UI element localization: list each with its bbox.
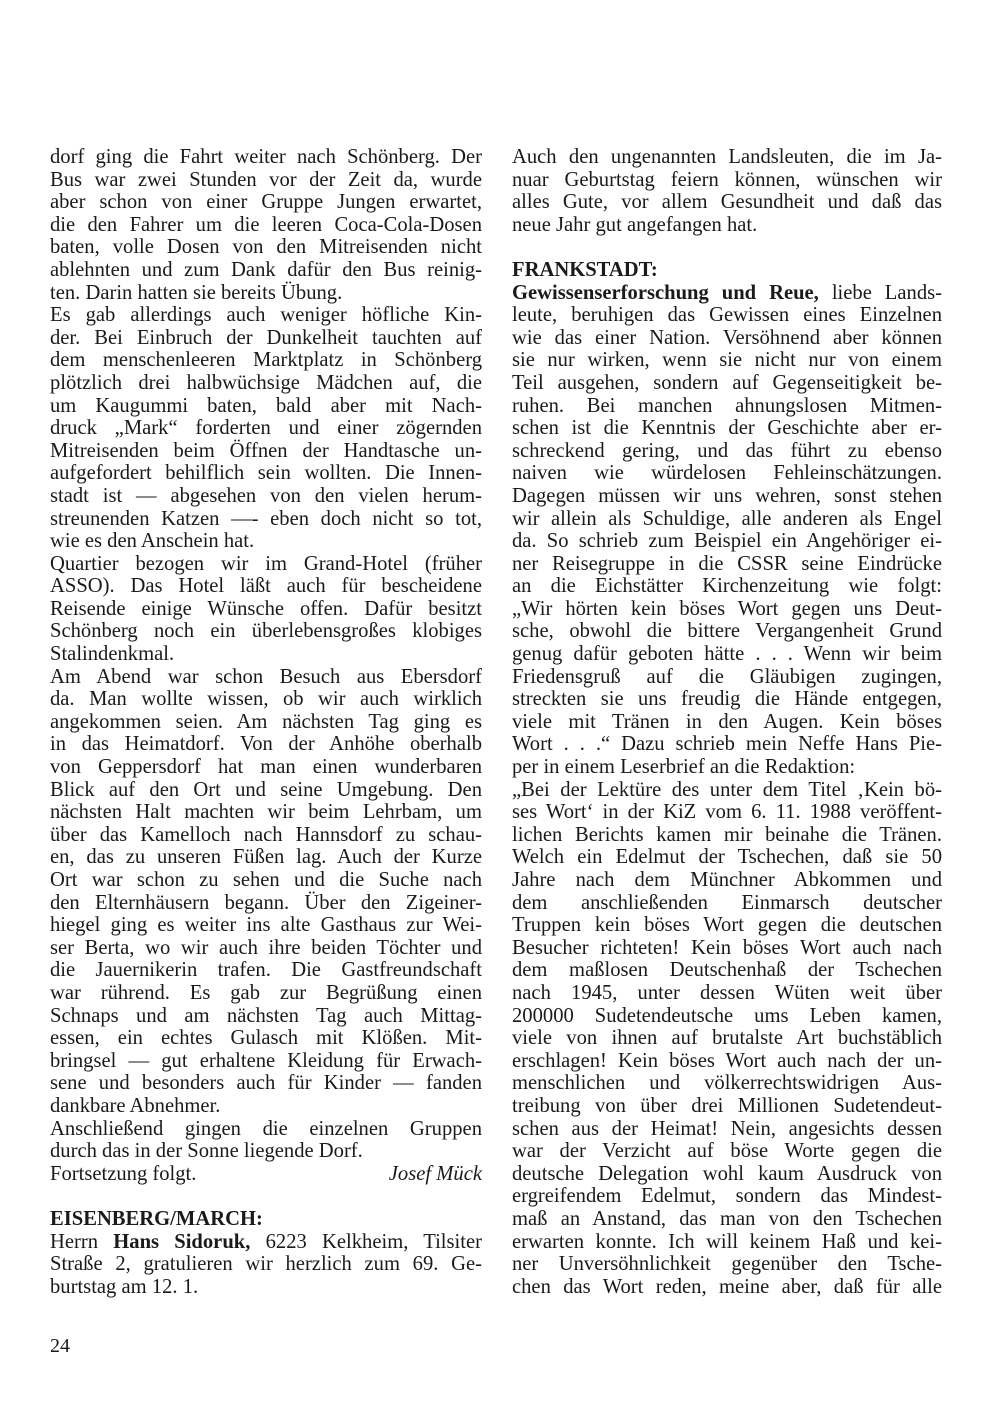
- text-line: leute, beruhigen das Gewissen eines Einzelnen: [512, 304, 942, 327]
- text-line: die Jauernikerin trafen. Die Gastfreundschaft: [50, 959, 482, 982]
- text-line: essen, ein echtes Gulasch mit Klößen. Mit-: [50, 1027, 482, 1050]
- text-line: alles Gute, vor allem Gesundheit und daß das: [512, 191, 942, 214]
- text-line: von Geppersdorf hat man einen wunderbaren: [50, 756, 482, 779]
- text-line: Schönberg noch ein überlebensgroßes klobiges: [50, 620, 482, 643]
- text-line: die den Fahrer um die leeren Coca-Cola-Dosen: [50, 213, 482, 236]
- text-line: streckten sie uns freudig die Hände entgegen,: [512, 688, 942, 711]
- text-line: druck „Mark“ forderten und einer zögernden: [50, 417, 482, 440]
- text-line: da. So schrieb zum Beispiel ein Angehöriger ei-: [512, 530, 942, 553]
- text-line: [512, 282, 942, 305]
- text-line: durch das in der Sonne liegende Dorf.: [50, 1140, 363, 1163]
- section-frankstadt: [512, 259, 942, 779]
- text-line: ten. Darin hatten sie bereits Übung.: [50, 281, 343, 304]
- text-line: an die Eichstätter Kirchenzeitung wie folgt:: [512, 575, 942, 598]
- text-line: naiven wie würdelosen Fehleinschätzungen.: [512, 462, 942, 485]
- text-line: plötzlich drei halbwüchsige Mädchen auf, die: [50, 371, 482, 394]
- text-line: ASSO). Das Hotel läßt auch für bescheidene: [50, 575, 482, 598]
- text-line: ner Unversöhnlichkeit gegenüber den Tsche-: [512, 1253, 942, 1276]
- text-line: Jahre nach dem Münchner Abkommen und: [512, 869, 942, 891]
- text-line: wir allein als Schuldige, alle anderen als Engel: [512, 507, 942, 530]
- section-heading: EISENBERG/MARCH:: [50, 1207, 263, 1230]
- text-run: 6223 Kelkheim, Tilsiter: [250, 1230, 482, 1253]
- text-line: schreckend gering, und das führt zu ebenso: [512, 439, 942, 462]
- text-line: treibung von über drei Millionen Sudetendeut-: [512, 1094, 942, 1117]
- text-line: Am Abend war schon Besuch aus Ebersdorf: [50, 665, 482, 688]
- text-line: sene und besonders auch für Kinder — fanden: [50, 1072, 482, 1095]
- text-line: schen aus der Heimat! Nein, angesichts dessen: [512, 1117, 942, 1140]
- text-line: sche, obwohl die bittere Vergangenheit Grund: [512, 620, 942, 643]
- text-line: Blick auf den Ort und seine Umgebung. Den: [50, 778, 482, 801]
- left-column: [50, 146, 482, 1298]
- text-line: nächsten Halt machten wir beim Lehrbam, um: [50, 801, 482, 824]
- text-line: bringsel — gut erhaltene Kleidung für Erwach-: [50, 1049, 482, 1072]
- text-line: dankbare Abnehmer.: [50, 1094, 221, 1117]
- text-line: hiegel ging es weiter ins alte Gasthaus zur Wei-: [50, 914, 482, 937]
- text-line: Es gab allerdings auch weniger höfliche Kin-: [50, 304, 482, 327]
- text-line: dem maßlosen Deutschenhaß der Tschechen: [512, 959, 942, 982]
- paragraph-village-walk: [50, 1118, 482, 1163]
- text-line: 200000 Sudetendeutsche ums Leben kamen,: [512, 1004, 942, 1027]
- text-line: schen ist die Kenntnis der Geschichte aber er-: [512, 417, 942, 440]
- text-line: angekommen seien. Am nächsten Tag ging es: [50, 710, 482, 733]
- text-line: chen das Wort reden, meine aber, daß für alle: [512, 1275, 942, 1298]
- text-line: Schnaps und am nächsten Tag auch Mittag-: [50, 1004, 482, 1027]
- text-line: Anschließend gingen die einzelnen Gruppen: [50, 1117, 482, 1140]
- text-line: Auch den ungenannten Landsleuten, die im Ja-: [512, 146, 942, 168]
- text-line: Reisende einige Wünsche offen. Dafür besitzt: [50, 597, 482, 620]
- text-line: erschlagen! Kein böses Wort auch nach der un-: [512, 1049, 942, 1072]
- paragraph-evening-visit: [50, 666, 482, 1118]
- text-line: sie nur wirken, wenn sie nicht nur von einem: [512, 349, 942, 372]
- text-line: Ort war schon zu sehen und die Suche nach: [50, 869, 482, 891]
- text-line: Teil ausgehen, sondern auf Gegenseitigkeit be-: [512, 371, 942, 394]
- text-line: dem menschenleeren Marktplatz in Schönberg: [50, 349, 482, 372]
- text-line: über das Kamelloch nach Hannsdorf zu schau-: [50, 823, 482, 846]
- text-line: baten, volle Dosen von den Mitreisenden nicht: [50, 236, 482, 259]
- text-line: burtstag am 12. 1.: [50, 1275, 199, 1298]
- signature-line: [50, 1163, 482, 1186]
- page-number: 24: [50, 1335, 70, 1357]
- spacer: [512, 236, 942, 259]
- paragraph-bus-arrival: [50, 146, 482, 304]
- right-column: [512, 146, 942, 1298]
- text-line: war der Verzicht auf böse Worte gegen die: [512, 1140, 942, 1163]
- text-line: [50, 1231, 482, 1254]
- text-line: deutsche Delegation wohl kaum Ausdruck von: [512, 1162, 942, 1185]
- text-line: da. Man wollte wissen, ob wir auch wirklich: [50, 688, 482, 711]
- quoted-letter: [512, 779, 942, 1299]
- text-line: erwarten konnte. Ich will keinem Haß und kei-: [512, 1230, 942, 1253]
- text-line: wie es den Anschein hat.: [50, 530, 255, 553]
- text-line: der. Bei Einbruch der Dunkelheit tauchten auf: [50, 326, 482, 349]
- text-line: neue Jahr gut angefangen hat.: [512, 213, 758, 236]
- text-line: menschlichen und völkerrechtswidrigen Aus-: [512, 1072, 942, 1095]
- text-line: Dagegen müssen wir uns wehren, sonst stehen: [512, 484, 942, 507]
- text-line: Straße 2, gratulieren wir herzlich zum 69. Ge-: [50, 1253, 482, 1276]
- text-line: ergreifendem Edelmut, sondern das Mindest-: [512, 1185, 942, 1208]
- text-run: Herrn: [50, 1230, 114, 1253]
- text-line: Truppen kein böses Wort gegen die deutschen: [512, 914, 942, 937]
- author-signature: Josef Mück: [388, 1162, 482, 1185]
- text-line: „Bei der Lektüre des unter dem Titel ‚Kein bö-: [512, 778, 942, 801]
- text-line: war rührend. Es gab zur Begrüßung einen: [50, 981, 482, 1004]
- text-line: aufgefordert behilflich sein wollten. Die Innen-: [50, 462, 482, 485]
- text-line: dem anschließenden Einmarsch deutscher: [512, 891, 942, 914]
- text-line: ruhen. Bei manchen ahnungslosen Mitmen-: [512, 394, 942, 417]
- text-line: Quartier bezogen wir im Grand-Hotel (früher: [50, 552, 482, 575]
- paragraph-birthday-wishes: [512, 146, 942, 236]
- text-line: nuar Geburtstag feiern können, wünschen wir: [512, 168, 942, 191]
- text-line: um Kaugummi baten, bald aber mit Nach-: [50, 394, 482, 417]
- text-line: in das Heimatdorf. Von der Anhöhe oberhalb: [50, 733, 482, 756]
- text-line: Besucher richteten! Kein böses Wort auch nach: [512, 936, 942, 959]
- text-line: genug dafür geboten hätte . . . Wenn wir beim: [512, 643, 942, 666]
- text-line: ner Reisegruppe in die CSSR seine Eindrücke: [512, 552, 942, 575]
- text-line: ser Berta, wo wir auch ihre beiden Töchter und: [50, 936, 482, 959]
- text-line: viele von ihnen auf brutalste Art buchstäblich: [512, 1027, 942, 1050]
- text-line: per in einem Leserbrief an die Redaktion:: [512, 756, 856, 779]
- section-heading: FRANKSTADT:: [512, 258, 658, 281]
- text-line: ses Wort‘ in der KiZ vom 6. 11. 1988 veröffent-: [512, 801, 942, 824]
- text-line: dorf ging die Fahrt weiter nach Schönberg. Der: [50, 146, 482, 168]
- text-line: wie das einer Nation. Versöhnend aber können: [512, 326, 942, 349]
- text-line: streunenden Katzen —- eben doch nicht so tot,: [50, 507, 482, 530]
- text-line: viele mit Tränen in den Augen. Kein böses: [512, 710, 942, 733]
- lead-phrase: Gewissenserforschung und Reue,: [512, 281, 819, 304]
- text-line: Bus war zwei Stunden vor der Zeit da, wurde: [50, 168, 482, 191]
- text-line: Mitreisenden beim Öffnen der Handtasche un-: [50, 439, 482, 462]
- text-line: lichen Berichts kamen mir beinahe die Tränen.: [512, 823, 942, 846]
- text-line: den Elternhäusern begann. Über den Zigeiner-: [50, 891, 482, 914]
- text-line: aber schon von einer Gruppe Jungen erwartet,: [50, 191, 482, 214]
- text-line: ablehnten und zum Dank dafür den Bus reinig-: [50, 258, 482, 281]
- continuation-note: Fortsetzung folgt.: [50, 1162, 197, 1185]
- text-line: en, das zu unseren Füßen lag. Auch der Kurze: [50, 846, 482, 869]
- paragraph-hotel: [50, 553, 482, 666]
- text-line: maß an Anstand, das man von den Tschechen: [512, 1207, 942, 1230]
- text-run: liebe Lands-: [818, 281, 942, 304]
- text-line: Welch ein Edelmut der Tschechen, daß sie 50: [512, 846, 942, 869]
- text-line: Wort . . .“ Dazu schrieb mein Neffe Hans Pie-: [512, 733, 942, 756]
- text-line: „Wir hörten kein böses Wort gegen uns Deut-: [512, 597, 942, 620]
- text-line: Friedensgruß auf die Gläubigen zugingen,: [512, 665, 942, 688]
- text-line: Stalindenkmal.: [50, 643, 175, 666]
- person-name: Hans Sidoruk,: [113, 1230, 251, 1253]
- text-line: stadt ist — abgesehen von den vielen herum-: [50, 484, 482, 507]
- paragraph-children: [50, 304, 482, 553]
- text-line: nach 1945, unter dessen Wüten weit über: [512, 981, 942, 1004]
- spacer: [50, 1185, 482, 1208]
- section-eisenberg: [50, 1208, 482, 1298]
